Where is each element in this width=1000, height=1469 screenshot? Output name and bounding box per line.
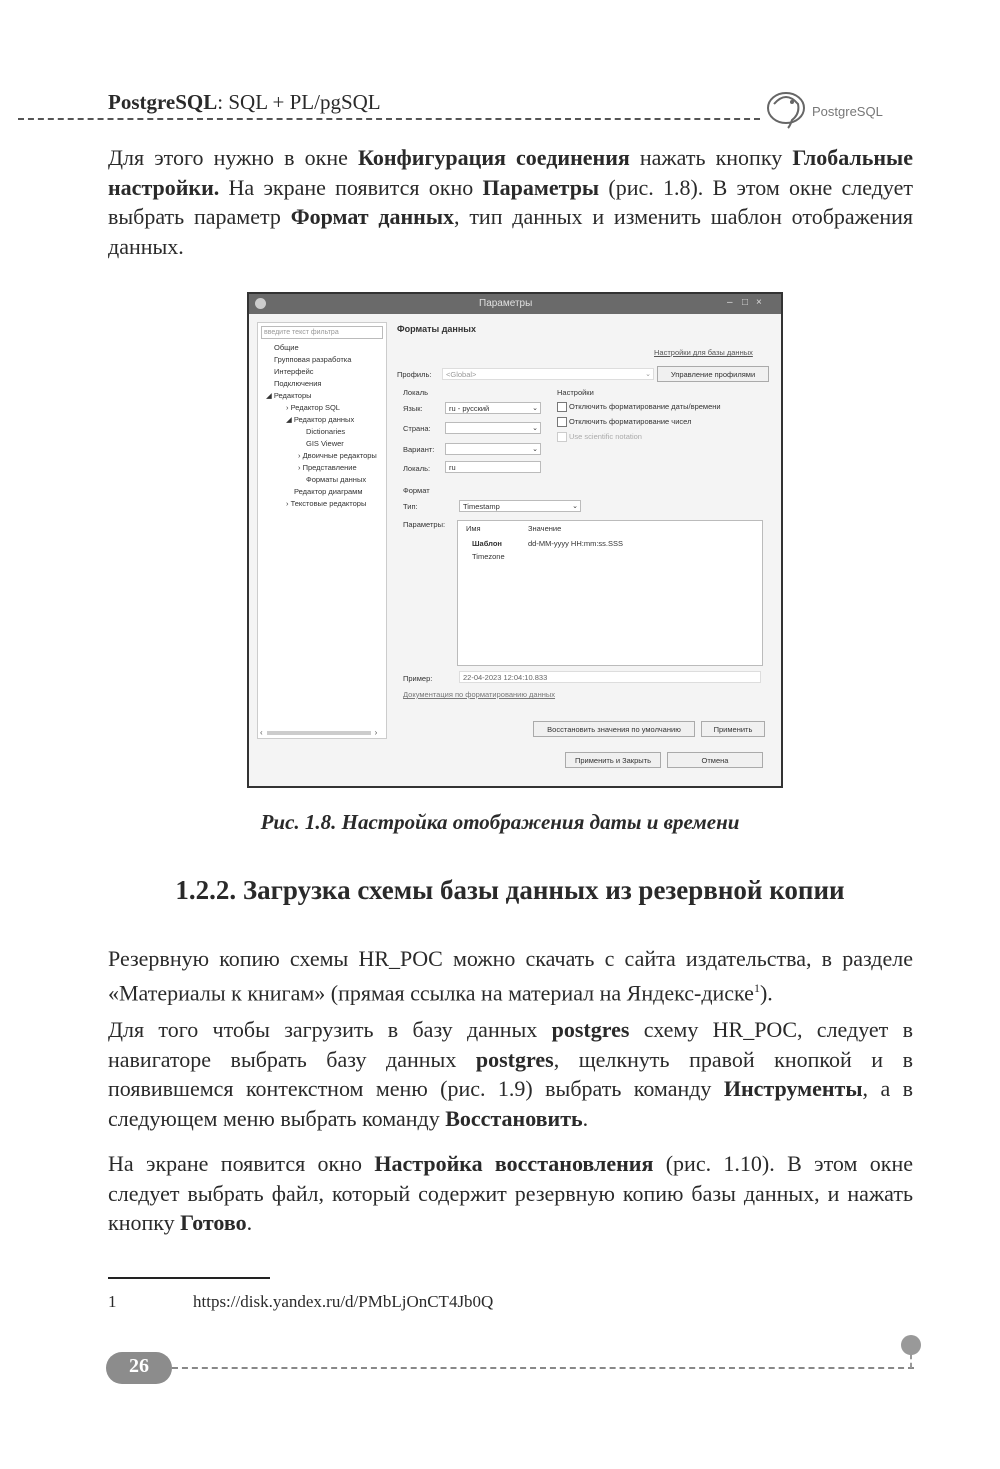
- param-name-timezone: Timezone: [472, 552, 505, 561]
- profile-select[interactable]: <Global> ⌄: [442, 368, 654, 380]
- section-heading: 1.2.2. Загрузка схемы базы данных из резервной копии: [175, 875, 845, 905]
- format-group-label: Формат: [403, 486, 430, 495]
- footer-stem: [910, 1354, 912, 1368]
- tree-item-gis-viewer[interactable]: GIS Viewer: [306, 439, 344, 448]
- sample-label: Пример:: [403, 674, 433, 683]
- page-number: 26: [129, 1355, 149, 1377]
- window-title: Параметры: [479, 298, 533, 309]
- manage-profiles-button[interactable]: Управление профилями: [657, 366, 769, 382]
- filter-input[interactable]: введите текст фильтра: [261, 326, 383, 339]
- restore-defaults-button[interactable]: Восстановить значения по умолчанию: [533, 721, 695, 737]
- col-name-header: Имя: [466, 524, 481, 533]
- tree-item-diagram-editor[interactable]: Редактор диаграмм: [294, 487, 363, 496]
- maximize-icon[interactable]: □: [742, 297, 749, 308]
- tree-item-team[interactable]: Групповая разработка: [274, 355, 352, 364]
- settings-group-label: Настройки: [557, 388, 594, 397]
- country-select[interactable]: ⌄: [445, 422, 541, 434]
- panel-title: Форматы данных: [397, 324, 476, 334]
- scientific-notation-label: Use scientific notation: [569, 432, 642, 441]
- locale-group-label: Локаль: [403, 388, 428, 397]
- params-label: Параметры:: [403, 520, 446, 529]
- variant-select[interactable]: ⌄: [445, 443, 541, 455]
- figure-caption: Рис. 1.8. Настройка отображения даты и времени: [260, 810, 740, 834]
- intro-paragraph: Для этого нужно в окне Конфигурация соединения нажать кнопку Глобальные настройки. На экране появится окно Параметры (рис. 1.8). В этом окне следует выбрать параметр Формат данных, тип данных и изменить шаблон отображения данных.: [108, 145, 913, 259]
- documentation-link[interactable]: Документация по форматированию данных: [403, 690, 556, 699]
- disable-date-format-checkbox[interactable]: [557, 402, 567, 412]
- minimize-icon[interactable]: –: [727, 297, 733, 308]
- locale-input[interactable]: ru: [445, 461, 541, 473]
- tree-item-data-editor[interactable]: ◢ Редактор данных: [286, 415, 355, 424]
- profile-label: Профиль:: [397, 370, 432, 379]
- settings-tree-pane: [257, 322, 387, 739]
- language-select[interactable]: ru - русский ⌄: [445, 402, 541, 414]
- close-icon[interactable]: ×: [756, 297, 762, 308]
- format-params-table: [457, 520, 763, 666]
- tree-item-general[interactable]: Общие: [274, 343, 299, 352]
- scientific-notation-checkbox[interactable]: [557, 432, 567, 442]
- variant-label: Вариант:: [403, 445, 435, 454]
- window-titlebar: [249, 294, 781, 314]
- footer-divider: [172, 1367, 914, 1369]
- logo-text: PostgreSQL: [812, 104, 883, 119]
- type-label: Тип:: [403, 502, 418, 511]
- tree-hscrollbar[interactable]: ‹ ›: [260, 728, 378, 737]
- apply-and-close-button[interactable]: Применить и Закрыть: [565, 752, 661, 768]
- footnote-number: 1: [108, 1292, 117, 1311]
- tree-item-presentation[interactable]: › Представление: [298, 463, 357, 472]
- tree-item-editors[interactable]: ◢ Редакторы: [266, 391, 312, 400]
- tree-item-dictionaries[interactable]: Dictionaries: [306, 427, 346, 436]
- type-select[interactable]: Timestamp ⌄: [459, 500, 581, 512]
- sample-output: 22-04-2023 12:04:10.833: [459, 671, 761, 683]
- footnote-url: https://disk.yandex.ru/d/PMbLjOnCT4Jb0Q: [193, 1292, 494, 1311]
- locale-label: Локаль:: [403, 464, 431, 473]
- param-name-pattern: Шаблон: [472, 539, 502, 548]
- country-label: Страна:: [403, 424, 431, 433]
- tree-item-interface[interactable]: Интерфейс: [274, 367, 314, 376]
- header-divider: [18, 118, 760, 120]
- running-header: PostgreSQL: SQL + PL/pgSQL: [108, 90, 381, 114]
- disable-date-format-label: Отключить форматирование даты/времени: [569, 402, 721, 411]
- footer-dot-icon: [901, 1335, 921, 1355]
- tree-item-binary-editors[interactable]: › Двоичные редакторы: [298, 451, 377, 460]
- footnote-rule: [108, 1277, 270, 1279]
- col-value-header: Значение: [528, 524, 562, 533]
- apply-button[interactable]: Применить: [701, 721, 765, 737]
- paragraph-restore-window: На экране появится окно Настройка восстановления (рис. 1.10). В этом окне следует выбрать файл, который содержит резервную копию базы данных, и нажать кнопку Готово.: [108, 1151, 913, 1235]
- tree-item-data-formats[interactable]: Форматы данных: [306, 475, 367, 484]
- tree-item-text-editors[interactable]: › Текстовые редакторы: [286, 499, 367, 508]
- disable-number-format-checkbox[interactable]: [557, 417, 567, 427]
- param-value-pattern[interactable]: dd-MM-yyyy HH:mm:ss.SSS: [528, 539, 624, 548]
- app-icon: [255, 298, 266, 309]
- db-settings-link[interactable]: Настройки для базы данных: [654, 348, 753, 357]
- parameters-window-figure: [247, 292, 783, 788]
- cancel-button[interactable]: Отмена: [667, 752, 763, 768]
- paragraph-restore-steps: Для того чтобы загрузить в базу данных postgres схему HR_POC, следует в навигаторе выбрать базу данных postgres, щелкнуть правой кнопкой и в появившемся контекстном меню (рис. 1.9) выбрать команду Инструменты, а в следующем меню выбрать команду Восстановить.: [108, 1017, 914, 1131]
- paragraph-backup-download: Резервную копию схемы HR_POC можно скачать с сайта издательства, в разделе «Материалы к книгам» (прямая ссылка на материал на Яндекс-диске$^1$).: [108, 946, 913, 1005]
- tree-item-sql-editor[interactable]: › Редактор SQL: [286, 403, 340, 412]
- disable-number-format-label: Отключить форматирование чисел: [569, 417, 692, 426]
- language-label: Язык:: [403, 404, 423, 413]
- tree-item-connections[interactable]: Подключения: [274, 379, 322, 388]
